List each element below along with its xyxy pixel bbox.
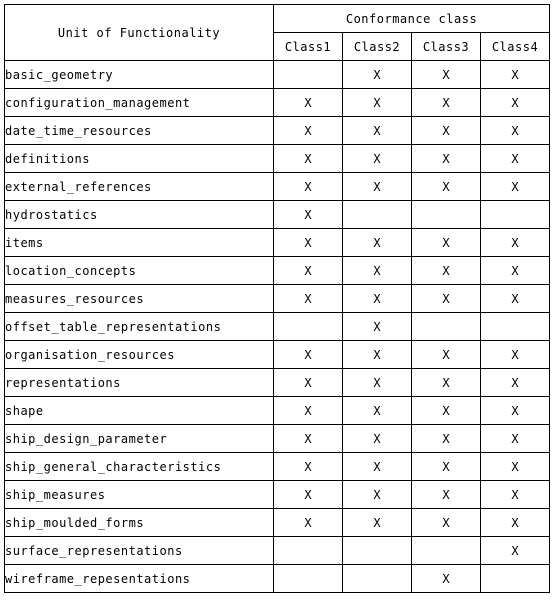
class3-mark-cell: X	[412, 285, 481, 313]
class4-header: Class4	[481, 33, 550, 61]
class4-mark-cell: X	[481, 145, 550, 173]
table-row	[5, 565, 550, 593]
class1-mark-cell: X	[274, 145, 343, 173]
class2-mark-cell: X	[343, 89, 412, 117]
class3-mark-cell: X	[412, 453, 481, 481]
class2-mark-cell: X	[343, 313, 412, 341]
class3-mark-cell: X	[412, 481, 481, 509]
class4-mark-cell: X	[481, 481, 550, 509]
table-row	[5, 425, 550, 453]
class2-mark-cell: X	[343, 173, 412, 201]
class4-mark-cell	[481, 565, 550, 593]
table-row	[5, 173, 550, 201]
class4-mark-cell: X	[481, 257, 550, 285]
class3-mark-cell: X	[412, 117, 481, 145]
table-row	[5, 453, 550, 481]
uof-name-cell: configuration_management	[5, 89, 274, 117]
class2-mark-cell: X	[343, 229, 412, 257]
class4-mark-cell: X	[481, 341, 550, 369]
class3-mark-cell: X	[412, 425, 481, 453]
uof-name-cell: ship_moulded_forms	[5, 509, 274, 537]
class1-mark-cell: X	[274, 257, 343, 285]
uof-name-cell: wireframe_repesentations	[5, 565, 274, 593]
class2-mark-cell: X	[343, 61, 412, 89]
class2-mark-cell	[343, 201, 412, 229]
class1-mark-cell: X	[274, 397, 343, 425]
uof-name-cell: date_time_resources	[5, 117, 274, 145]
class4-mark-cell: X	[481, 117, 550, 145]
class4-mark-cell: X	[481, 537, 550, 565]
conformance-class-header: Conformance class	[274, 5, 550, 33]
class3-mark-cell: X	[412, 509, 481, 537]
uof-name-cell: hydrostatics	[5, 201, 274, 229]
uof-name-cell: location_concepts	[5, 257, 274, 285]
header-row-1	[5, 5, 550, 33]
uof-name-cell: basic_geometry	[5, 61, 274, 89]
table-row	[5, 61, 550, 89]
uof-name-cell: ship_measures	[5, 481, 274, 509]
uof-name-cell: offset_table_representations	[5, 313, 274, 341]
class1-mark-cell: X	[274, 481, 343, 509]
class4-mark-cell: X	[481, 453, 550, 481]
uof-name-cell: shape	[5, 397, 274, 425]
table-row	[5, 145, 550, 173]
class2-mark-cell: X	[343, 145, 412, 173]
class1-mark-cell	[274, 537, 343, 565]
class1-mark-cell: X	[274, 229, 343, 257]
class1-mark-cell: X	[274, 369, 343, 397]
table-row	[5, 341, 550, 369]
class4-mark-cell: X	[481, 61, 550, 89]
table-row	[5, 285, 550, 313]
class2-mark-cell: X	[343, 509, 412, 537]
table-row	[5, 117, 550, 145]
table-row	[5, 509, 550, 537]
class3-mark-cell: X	[412, 89, 481, 117]
table-body	[5, 61, 550, 593]
class4-mark-cell: X	[481, 89, 550, 117]
class3-mark-cell: X	[412, 257, 481, 285]
class1-mark-cell: X	[274, 509, 343, 537]
uof-name-cell: measures_resources	[5, 285, 274, 313]
class3-mark-cell: X	[412, 397, 481, 425]
class3-mark-cell	[412, 313, 481, 341]
class2-mark-cell: X	[343, 117, 412, 145]
class2-mark-cell: X	[343, 481, 412, 509]
class3-mark-cell	[412, 201, 481, 229]
class1-mark-cell: X	[274, 453, 343, 481]
class1-mark-cell	[274, 61, 343, 89]
class2-mark-cell	[343, 537, 412, 565]
class3-mark-cell: X	[412, 145, 481, 173]
class4-mark-cell: X	[481, 229, 550, 257]
table-row	[5, 369, 550, 397]
class4-mark-cell: X	[481, 509, 550, 537]
table-row	[5, 481, 550, 509]
class4-mark-cell	[481, 313, 550, 341]
uof-name-cell: surface_representations	[5, 537, 274, 565]
class4-mark-cell: X	[481, 425, 550, 453]
class1-mark-cell	[274, 565, 343, 593]
class1-mark-cell: X	[274, 117, 343, 145]
class1-mark-cell: X	[274, 89, 343, 117]
uof-name-cell: organisation_resources	[5, 341, 274, 369]
class2-mark-cell: X	[343, 341, 412, 369]
class1-mark-cell: X	[274, 285, 343, 313]
table-row	[5, 201, 550, 229]
class2-mark-cell: X	[343, 425, 412, 453]
class1-mark-cell: X	[274, 425, 343, 453]
table-row	[5, 313, 550, 341]
table-row	[5, 89, 550, 117]
class1-mark-cell: X	[274, 341, 343, 369]
class2-mark-cell: X	[343, 285, 412, 313]
class3-mark-cell: X	[412, 61, 481, 89]
class4-mark-cell: X	[481, 173, 550, 201]
table-row	[5, 397, 550, 425]
table-row	[5, 537, 550, 565]
class2-mark-cell: X	[343, 257, 412, 285]
class2-mark-cell: X	[343, 453, 412, 481]
uof-name-cell: representations	[5, 369, 274, 397]
table-row	[5, 257, 550, 285]
uof-name-cell: items	[5, 229, 274, 257]
class3-header: Class3	[412, 33, 481, 61]
class3-mark-cell: X	[412, 229, 481, 257]
uof-name-cell: definitions	[5, 145, 274, 173]
class4-mark-cell: X	[481, 397, 550, 425]
uof-name-cell: external_references	[5, 173, 274, 201]
class2-mark-cell: X	[343, 369, 412, 397]
class3-mark-cell	[412, 537, 481, 565]
uof-name-cell: ship_general_characteristics	[5, 453, 274, 481]
table-header	[5, 5, 550, 61]
uof-column-header: Unit of Functionality	[5, 5, 274, 61]
class3-mark-cell: X	[412, 173, 481, 201]
class1-mark-cell: X	[274, 173, 343, 201]
conformance-table	[4, 4, 550, 593]
class3-mark-cell: X	[412, 341, 481, 369]
class1-header: Class1	[274, 33, 343, 61]
class1-mark-cell: X	[274, 201, 343, 229]
class2-header: Class2	[343, 33, 412, 61]
class4-mark-cell: X	[481, 285, 550, 313]
class3-mark-cell: X	[412, 369, 481, 397]
class2-mark-cell	[343, 565, 412, 593]
class1-mark-cell	[274, 313, 343, 341]
class2-mark-cell: X	[343, 397, 412, 425]
table-row	[5, 229, 550, 257]
class3-mark-cell: X	[412, 565, 481, 593]
uof-name-cell: ship_design_parameter	[5, 425, 274, 453]
class4-mark-cell	[481, 201, 550, 229]
class4-mark-cell: X	[481, 369, 550, 397]
